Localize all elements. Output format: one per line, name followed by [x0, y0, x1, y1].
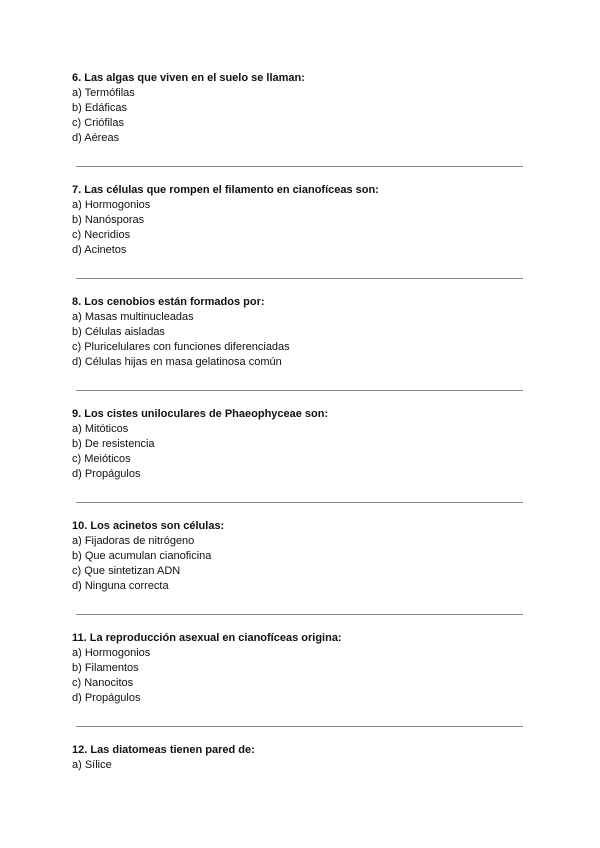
answer-option: a) Hormogonios	[72, 199, 151, 211]
question-10	[72, 519, 532, 594]
separator-line	[76, 166, 523, 167]
question-12	[72, 743, 532, 773]
answer-option: a) Termófilas	[72, 87, 135, 99]
separator-line	[76, 502, 523, 503]
answer-option: d) Células hijas en masa gelatinosa común	[72, 356, 282, 368]
question-title: 11. La reproducción asexual en cianofíceas origina:	[72, 632, 342, 644]
answer-option: d) Aéreas	[72, 132, 120, 144]
answer-option: a) Fijadoras de nitrógeno	[72, 535, 195, 547]
answer-option: b) Filamentos	[72, 662, 139, 674]
question-6	[72, 71, 532, 146]
separator-line	[76, 614, 523, 615]
separator-line	[76, 726, 523, 727]
answer-option: b) Que acumulan cianoficina	[72, 550, 212, 562]
question-title: 8. Los cenobios están formados por:	[72, 296, 265, 308]
answer-option: a) Masas multinucleadas	[72, 311, 194, 323]
answer-option: c) Necridios	[72, 229, 131, 241]
answer-option: b) Edáficas	[72, 102, 128, 114]
answer-option: d) Ninguna correcta	[72, 580, 169, 592]
answer-option: c) Criófilas	[72, 117, 124, 129]
question-title: 9. Los cistes uniloculares de Phaeophyceae son:	[72, 408, 329, 420]
question-title: 6. Las algas que viven en el suelo se llaman:	[72, 72, 305, 84]
answer-option: b) Células aisladas	[72, 326, 165, 338]
answer-option: b) Nanósporas	[72, 214, 145, 226]
answer-option: b) De resistencia	[72, 438, 155, 450]
question-title: 12. Las diatomeas tienen pared de:	[72, 744, 255, 756]
answer-option: a) Hormogonios	[72, 647, 151, 659]
answer-option: c) Nanocitos	[72, 677, 134, 689]
question-8	[72, 295, 532, 370]
answer-option: a) Mitóticos	[72, 423, 129, 435]
answer-option: d) Acinetos	[72, 244, 127, 256]
separator-line	[76, 390, 523, 391]
answer-option: c) Que sintetizan ADN	[72, 565, 181, 577]
question-7	[72, 183, 532, 258]
question-title: 7. Las células que rompen el filamento en cianofíceas son:	[72, 184, 379, 196]
answer-option: a) Sílice	[72, 759, 112, 771]
question-title: 10. Los acinetos son células:	[72, 520, 225, 532]
answer-option: d) Propágulos	[72, 468, 141, 480]
separator-line	[76, 278, 523, 279]
question-11	[72, 631, 532, 706]
answer-option: d) Propágulos	[72, 692, 141, 704]
answer-option: c) Meióticos	[72, 453, 131, 465]
question-9	[72, 407, 532, 482]
answer-option: c) Pluricelulares con funciones diferenciadas	[72, 341, 290, 353]
